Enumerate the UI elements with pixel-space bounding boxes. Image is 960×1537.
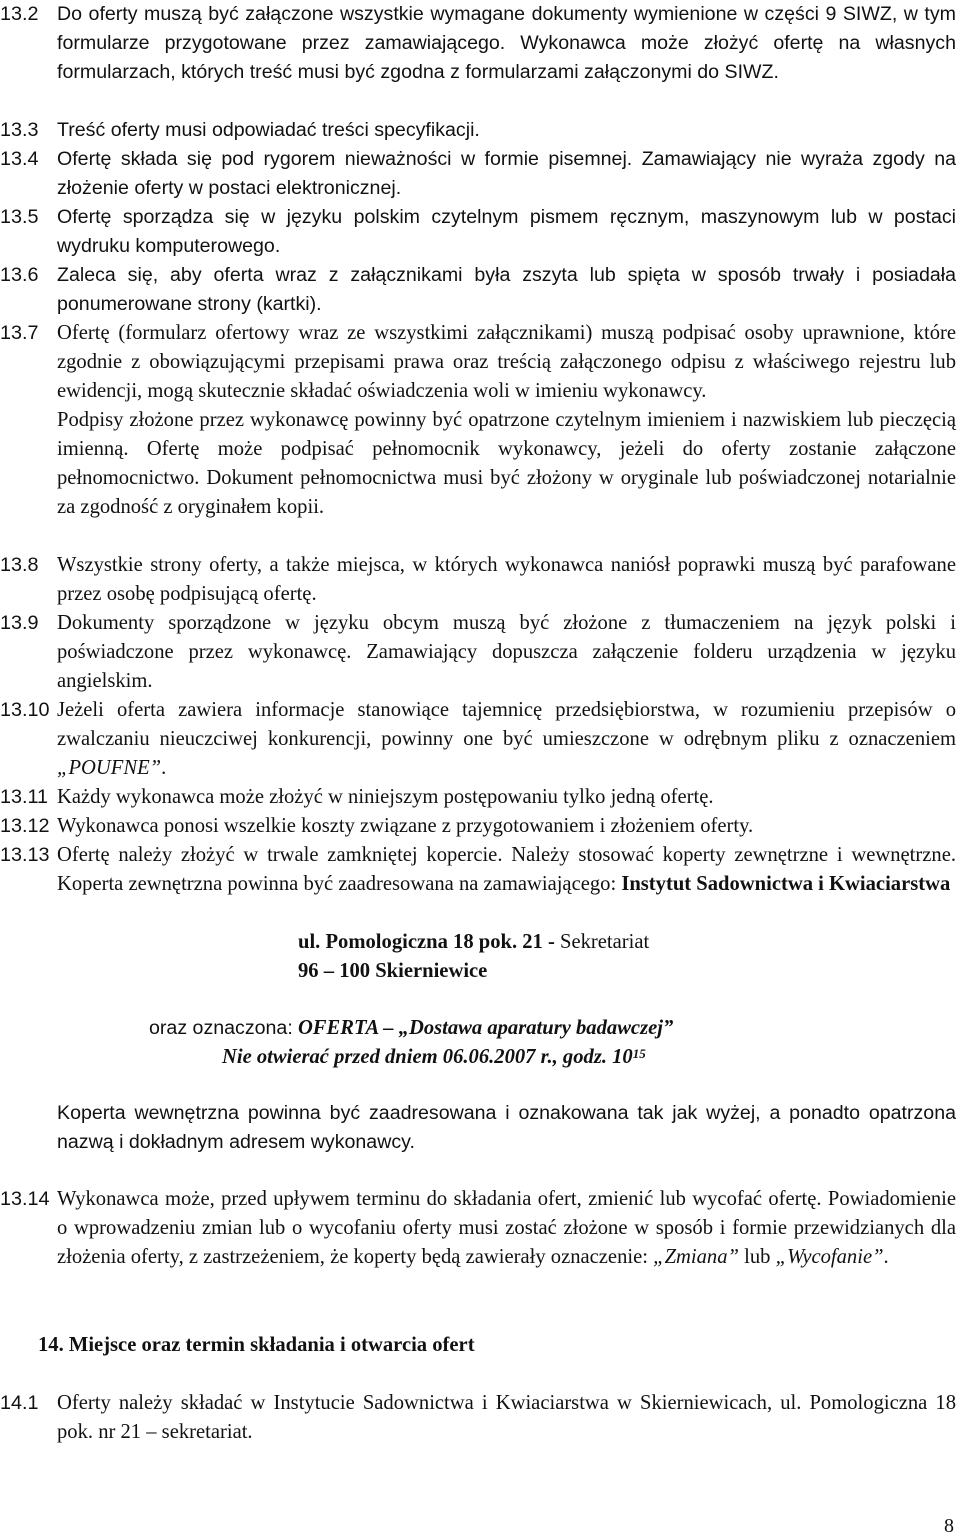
clause-13-11 [0, 783, 956, 812]
clause-number: 13.2 [0, 3, 39, 25]
clause-text-b: Zamawiający nie wyraża zgody na złożenie oferty w postaci elektronicznej. [57, 148, 956, 199]
clause-number: 13.14 [0, 1188, 50, 1210]
clause-text: Oferty należy składać w Instytucie Sadownictwa i Kwiaciarstwa w Skierniewicach, ul. Pomologiczna 18 pok. nr 21 – sekretariat. [57, 1392, 956, 1443]
clause-14-1 [0, 1389, 956, 1447]
clause-number: 13.11 [0, 786, 49, 808]
clause-text: Wykonawca ponosi wszelkie koszty związane z przygotowaniem i złożeniem oferty. [57, 815, 754, 837]
marking-title: OFERTA – „Dostawa aparatury badawczej” [297, 1017, 674, 1039]
clause-number: 13.5 [0, 206, 39, 228]
clause-13-10 [0, 696, 956, 783]
clause-text [57, 145, 956, 203]
clause-text [57, 841, 956, 899]
marking-deadline [222, 1043, 646, 1072]
marking-prefix: oraz oznaczona: [149, 1017, 293, 1039]
addressee-name: Instytut Sadownictwa i Kwiaciarstwa [621, 873, 951, 895]
envelope-marking [149, 1014, 673, 1043]
zmiana-marking: „Zmiana” [653, 1246, 739, 1268]
clause-text: Każdy wykonawca może złożyć w niniejszym postępowaniu tylko jedną ofertę. [57, 786, 714, 808]
clause-13-7 [0, 319, 956, 522]
clause-13-14 [0, 1185, 956, 1272]
clause-13-4 [0, 145, 956, 203]
address-street-bold: ul. Pomologiczna 18 pok. 21 - [298, 931, 555, 953]
clause-text-tail: . [161, 757, 167, 779]
inner-envelope-text: Koperta wewnętrzna powinna być zaadresowana i oznakowana tak jak wyżej, a ponadto opatrzona nazwą i dokładnym adresem wykonawcy. [57, 1102, 956, 1153]
clause-number: 14.1 [0, 1392, 39, 1414]
clause-number: 13.9 [0, 612, 39, 634]
clause-13-9 [0, 609, 956, 696]
clause-13-5 [0, 203, 956, 261]
clause-text: Ofertę (formularz ofertowy wraz ze wszystkimi załącznikami) muszą podpisać osoby uprawnione, które zgodnie z obowiązującymi przepisami prawa oraz treścią załączonego odpisu z właściwego rejestru lub ewidencji, mogą skutecznie składać oświadczenia woli w imieniu wykonawcy. [57, 322, 956, 402]
deadline-text: Nie otwierać przed dniem 06.06.2007 r., godz. 10 [222, 1046, 633, 1068]
clause-13-12 [0, 812, 956, 841]
clause-number: 13.7 [0, 322, 39, 344]
address-street-tail: Sekretariat [560, 931, 650, 953]
clause-13-6 [0, 261, 956, 319]
clause-text [57, 1185, 956, 1272]
clause-text: Treść oferty musi odpowiadać treści specyfikacji. [57, 119, 480, 141]
clause-text-main: Jeżeli oferta zawiera informacje stanowiące tajemnicę przedsiębiorstwa, w rozumieniu przepisów o zwalczaniu nieuczciwej konkurencji, powinny one być umieszczone w odrębnym pliku z oznaczeniem [57, 699, 956, 750]
poufne-marking: „POUFNE” [57, 757, 162, 779]
clause-number: 13.6 [0, 264, 39, 286]
clause-text: Dokumenty sporządzone w języku obcym muszą być złożone z tłumaczeniem na język polski i poświadczone przez wykonawcę. Zamawiający dopuszcza załączenie folderu urządzenia w języku angielskim. [57, 612, 956, 692]
address-city: 96 – 100 Skierniewice [298, 960, 488, 982]
clause-text-signatures: Podpisy złożone przez wykonawcę powinny być opatrzone czytelnym imieniem i nazwiskiem lub pieczęcią imienną. Ofertę może podpisać pełnomocnik wykonawcy, jeżeli do oferty zostanie załączone pełnomocnictwo. Dokument pełnomocnictwa musi być złożony w oryginale lub poświadczonej notarialnie za zgodność z oryginałem kopii. [57, 409, 956, 518]
section-14-heading: 14. Miejsce oraz termin składania i otwarcia ofert [38, 1334, 475, 1356]
address-street [298, 928, 649, 957]
deadline-minutes: 15 [632, 1046, 646, 1061]
clause-13-13 [0, 841, 956, 899]
clause-13-3 [0, 116, 956, 145]
clause-text-or: lub [744, 1246, 771, 1268]
clause-number: 13.13 [0, 844, 50, 866]
clause-text-main: Wykonawca może, przed upływem terminu do składania ofert, zmienić lub wycofać ofertę. Powiadomienie o wprowadzeniu zmian lub o wycofaniu oferty musi zostać złożone w sposób i formie przewidzianych dla złożenia oferty, z zastrzeżeniem, że koperty będą zawierały oznaczenie: [57, 1188, 956, 1268]
clause-text-a: Ofertę składa się pod rygorem nieważności w formie pisemnej. [57, 148, 633, 170]
clause-number: 13.3 [0, 119, 39, 141]
clause-number: 13.10 [0, 699, 50, 721]
page-number: 8 [944, 1515, 954, 1537]
clause-text-main: Ofertę należy złożyć w trwale zamkniętej kopercie. Należy stosować koperty zewnętrzne i wewnętrzne. Koperta zewnętrzna powinna być zaadresowana na zamawiającego: [57, 844, 956, 895]
clause-number: 13.4 [0, 148, 39, 170]
clause-text-tail: . [883, 1246, 889, 1268]
wycofanie-marking: „Wycofanie” [775, 1246, 884, 1268]
clause-text: Zaleca się, aby oferta wraz z załącznikami była zszyta lub spięta w sposób trwały i posiadała ponumerowane strony (kartki). [57, 264, 956, 315]
clause-13-2 [0, 0, 956, 87]
clause-text: Do oferty muszą być załączone wszystkie wymagane dokumenty wymienione w części 9 SIWZ, w tym formularze przygotowane przez zamawiającego. Wykonawca może złożyć ofertę na własnych formularzach, których treść musi być zgodna z formularzami załączonymi do SIWZ. [57, 3, 956, 83]
clause-number: 13.8 [0, 554, 39, 576]
clause-13-8 [0, 551, 956, 609]
clause-number: 13.12 [0, 815, 50, 837]
inner-envelope-paragraph [0, 1099, 956, 1157]
clause-text: Wszystkie strony oferty, a także miejsca, w których wykonawca naniósł poprawki muszą być parafowane przez osobę podpisującą ofertę. [57, 554, 956, 605]
clause-text [57, 696, 956, 783]
clause-text: Ofertę sporządza się w języku polskim czytelnym pismem ręcznym, maszynowym lub w postaci wydruku komputerowego. [57, 206, 956, 257]
